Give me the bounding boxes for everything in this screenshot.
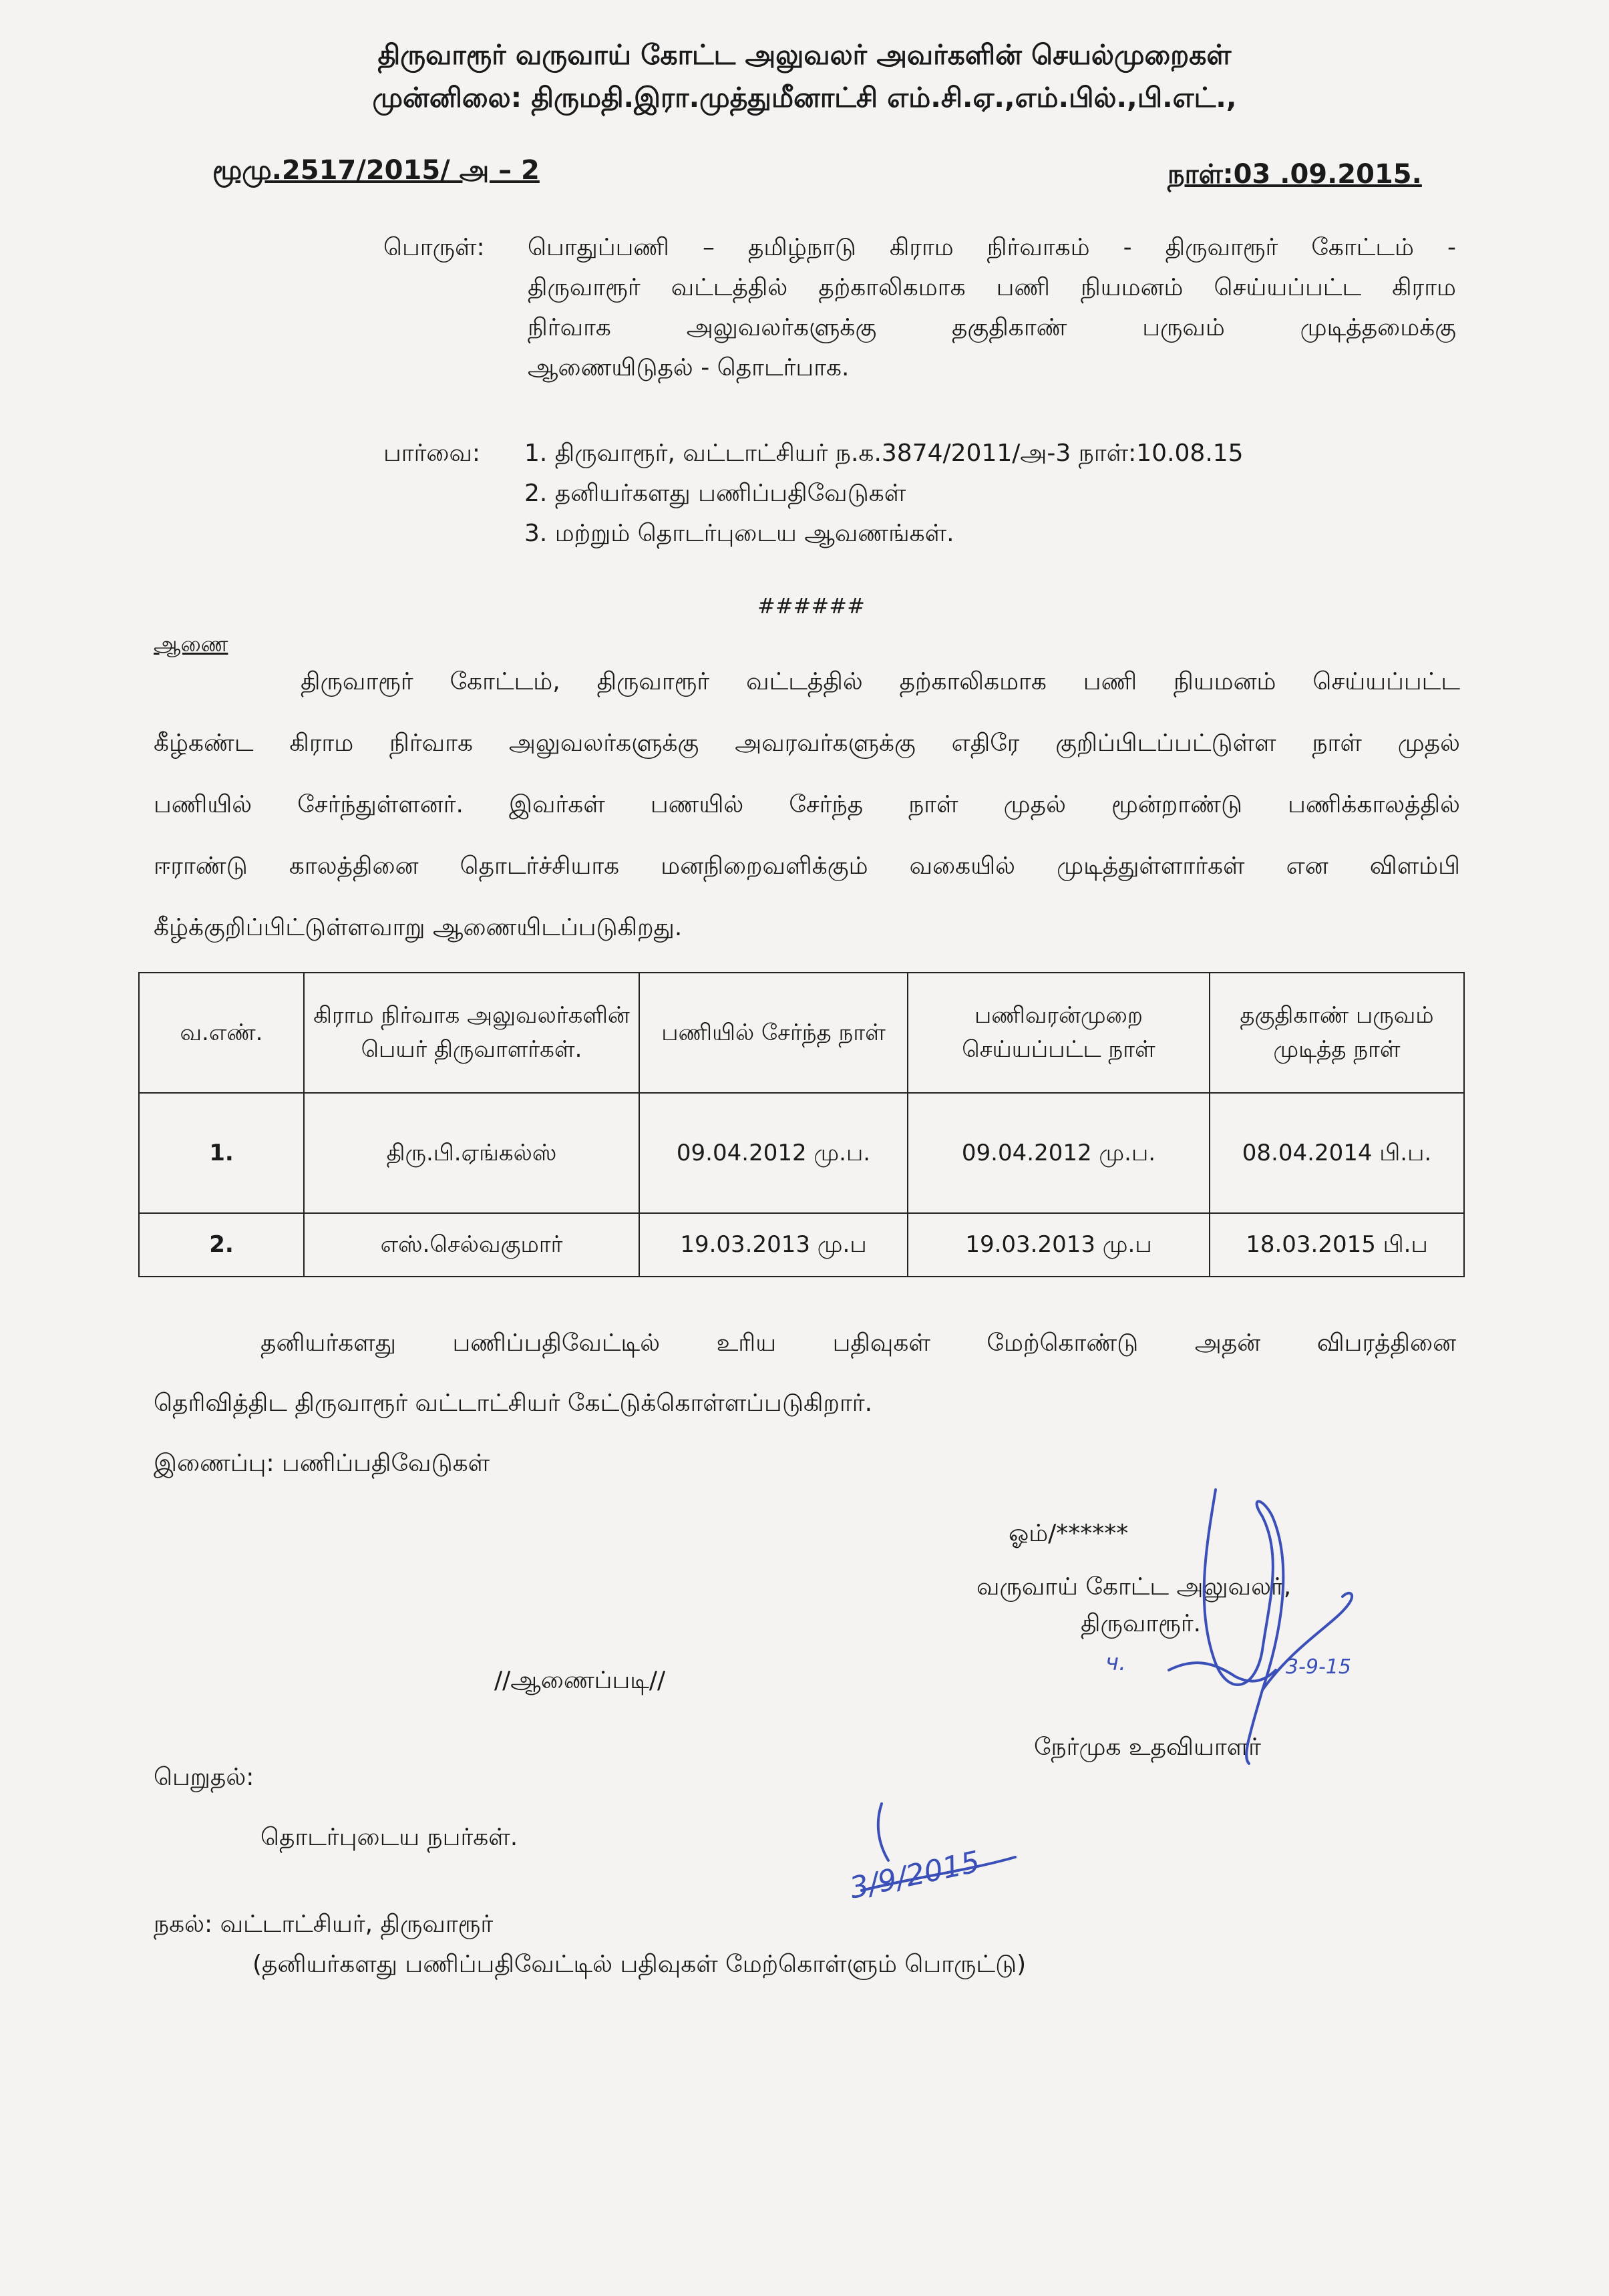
cell-joined: 19.03.2013 மு.ப	[639, 1213, 908, 1277]
signatory-designation: வருவாய் கோட்ட அலுவலர்,	[976, 1573, 1292, 1601]
cell-serial: 2.	[139, 1213, 304, 1277]
stamp-date-text: 3/9/2015	[846, 1844, 983, 1906]
subject-label: பொருள்:	[383, 234, 485, 261]
subject-line-4: ஆணையிடுதல் - தொடர்பாக.	[528, 354, 850, 381]
closing-line-2: தெரிவித்திட திருவாரூர் வட்டாட்சியர் கேட்டுக்கொள்ளப்படுகிறார்.	[154, 1389, 873, 1417]
recipients-to: தொடர்புடைய நபர்கள்.	[260, 1824, 518, 1851]
handwritten-initial: ч.	[1105, 1649, 1126, 1676]
table-header-row	[139, 973, 1464, 1093]
reference-item-2: 2. தனியர்களது பணிப்பதிவேடுகள்	[524, 480, 906, 507]
cell-name: எஸ்.செல்வகுமார்	[304, 1213, 639, 1277]
true-copy-mark: //ஆணைப்படி//	[494, 1667, 666, 1694]
copy-note: (தனியர்களது பணிப்பதிவேட்டில் பதிவுகள் மேற்கொள்ளும் பொருட்டு)	[252, 1951, 1027, 1978]
subject-line-1: பொதுப்பணி – தமிழ்நாடு கிராம நிர்வாகம் - திருவாரூர் கோட்டம் -	[528, 234, 1456, 261]
header-probation: தகுதிகாண் பருவம் முடித்த நாள்	[1210, 973, 1464, 1093]
reference-label: பார்வை:	[383, 440, 481, 467]
reference-number: மூமு.2517/2015/ அ – 2	[212, 155, 540, 186]
document-date: நாள்:03 .09.2015.	[1168, 159, 1422, 190]
cell-name: திரு.பி.ஏங்கல்ஸ்	[304, 1093, 639, 1213]
cell-probation: 08.04.2014 பி.ப.	[1210, 1093, 1464, 1213]
reference-item-1: 1. திருவாரூர், வட்டாட்சியர் ந.க.3874/2011/அ-3 நாள்:10.08.15	[524, 440, 1244, 467]
header-joined: பணியில் சேர்ந்த நாள்	[639, 973, 908, 1093]
order-line-5: கீழ்க்குறிப்பிட்டுள்ளவாறு ஆணையிடப்படுகிறது.	[154, 914, 683, 941]
personal-assistant: நேர்முக உதவியாளர்	[1034, 1734, 1261, 1761]
handwritten-stamp-date	[835, 1797, 1035, 1917]
cell-regularised: 09.04.2012 மு.ப.	[908, 1093, 1210, 1213]
header-regularised: பணிவரன்முறை செய்யப்பட்ட நாள்	[908, 973, 1210, 1093]
office-title: திருவாரூர் வருவாய் கோட்ட அலுவலர் அவர்களின் செயல்முறைகள்	[377, 39, 1232, 71]
order-line-3: பணியில் சேர்ந்துள்ளனர். இவர்கள் பணயில் சேர்ந்த நாள் முதல் மூன்றாண்டு பணிக்காலத்தில்	[154, 791, 1460, 818]
table-row	[139, 1093, 1464, 1213]
header-serial: வ.எண்.	[139, 973, 304, 1093]
header-name: கிராம நிர்வாக அலுவலர்களின் பெயர் திருவாளர்கள்.	[304, 973, 639, 1093]
closing-line-1: தனியர்களது பணிப்பதிவேட்டில் உரிய பதிவுகள் மேற்கொண்டு அதன் விபரத்தினை	[260, 1329, 1456, 1357]
section-divider: ######	[757, 593, 865, 619]
handwritten-date: 3-9-15	[1286, 1655, 1351, 1679]
cell-joined: 09.04.2012 மு.ப.	[639, 1093, 908, 1213]
enclosure: இணைப்பு: பணிப்பதிவேடுகள்	[154, 1450, 490, 1477]
copy-label: நகல்: வட்டாட்சியர், திருவாரூர்	[154, 1911, 494, 1938]
officer-presence: முன்னிலை: திருமதி.இரா.முத்துமீனாட்சி எம்.சி.ஏ.,எம்.பில்.,பி.எட்.,	[372, 81, 1237, 114]
order-label: ஆணை	[154, 631, 228, 657]
signatory-place: திருவாரூர்.	[1081, 1610, 1202, 1637]
cell-probation: 18.03.2015 பி.ப	[1210, 1213, 1464, 1277]
officer-signature	[1062, 1470, 1436, 1784]
officers-table	[138, 972, 1465, 1277]
subject-line-3: நிர்வாக அலுவலர்களுக்கு தகுதிகாண் பருவம் முடித்தமைக்கு	[528, 314, 1456, 341]
subject-line-2: திருவாரூர் வட்டத்தில் தற்காலிகமாக பணி நியமனம் செய்யப்பட்ட கிராம	[528, 274, 1456, 301]
cell-regularised: 19.03.2013 மு.ப	[908, 1213, 1210, 1277]
table-row	[139, 1213, 1464, 1277]
order-line-4: ஈராண்டு காலத்தினை தொடர்ச்சியாக மனநிறைவளிக்கும் வகையில் முடித்துள்ளார்கள் என விளம்பி	[154, 852, 1460, 880]
reference-item-3: 3. மற்றும் தொடர்புடைய ஆவணங்கள்.	[524, 520, 954, 547]
cell-serial: 1.	[139, 1093, 304, 1213]
order-line-2: கீழ்கண்ட கிராம நிர்வாக அலுவலர்களுக்கு அவரவர்களுக்கு எதிரே குறிப்பிடப்பட்டுள்ள நாள் முதல்	[154, 729, 1460, 757]
order-line-1: திருவாரூர் கோட்டம், திருவாரூர் வட்டத்தில் தற்காலிகமாக பணி நியமனம் செய்யப்பட்ட	[301, 668, 1460, 695]
signed-mark: ஓம்/******	[1009, 1520, 1129, 1547]
recipients-label: பெறுதல்:	[154, 1764, 254, 1791]
